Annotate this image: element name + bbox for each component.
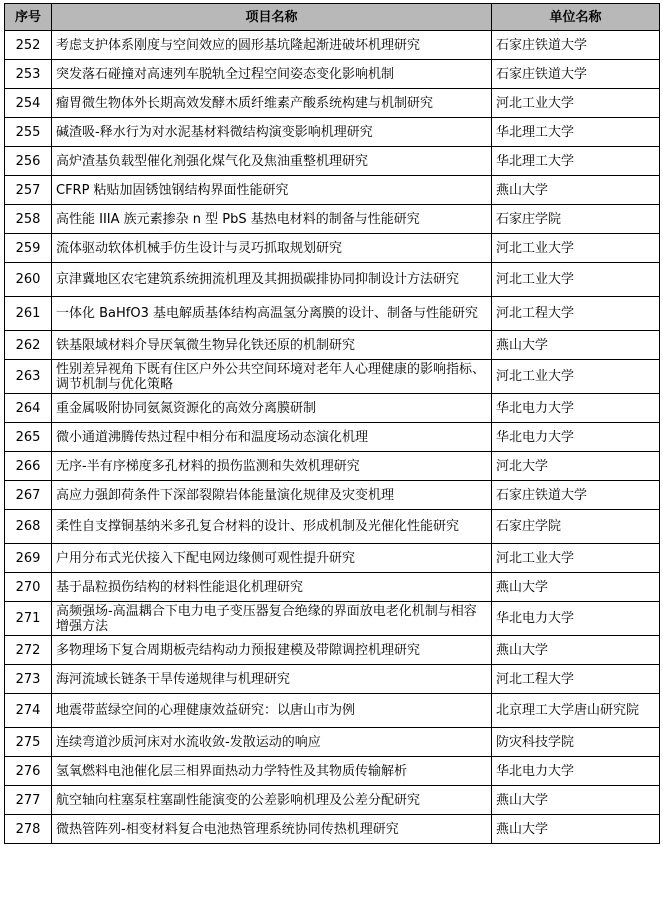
row-project-title: 瘤胃微生物体外长期高效发酵木质纤维素产酸系统构建与机制研究 (52, 89, 492, 118)
row-project-title: 考虑支护体系刚度与空间效应的圆形基坑隆起渐进破坏机理研究 (52, 31, 492, 60)
row-unit-name: 河北工程大学 (492, 665, 660, 694)
table-row (5, 394, 660, 423)
table-row (5, 544, 660, 573)
row-unit-name: 石家庄学院 (492, 205, 660, 234)
row-project-title: 铁基限域材料介导厌氧微生物异化铁还原的机制研究 (52, 331, 492, 360)
row-unit-name: 石家庄学院 (492, 510, 660, 544)
row-project-title: 海河流域长链条干旱传递规律与机理研究 (52, 665, 492, 694)
row-number: 257 (5, 176, 52, 205)
row-unit-name: 河北工程大学 (492, 297, 660, 331)
row-unit-name: 燕山大学 (492, 815, 660, 844)
row-number: 271 (5, 602, 52, 636)
table-row (5, 481, 660, 510)
row-project-title: CFRP 粘贴加固锈蚀钢结构界面性能研究 (52, 176, 492, 205)
header-unit: 单位名称 (492, 4, 660, 31)
row-project-title: 连续弯道沙质河床对水流收敛-发散运动的响应 (52, 728, 492, 757)
table-row (5, 602, 660, 636)
row-project-title: 户用分布式光伏接入下配电网边缘侧可观性提升研究 (52, 544, 492, 573)
table-row (5, 452, 660, 481)
header-project-title: 项目名称 (52, 4, 492, 31)
row-unit-name: 燕山大学 (492, 331, 660, 360)
table-row (5, 31, 660, 60)
table-row (5, 147, 660, 176)
row-number: 275 (5, 728, 52, 757)
row-project-title: 一体化 BaHfO3 基电解质基体结构高温氢分离膜的设计、制备与性能研究 (52, 297, 492, 331)
row-number: 270 (5, 573, 52, 602)
table-row (5, 205, 660, 234)
table-row (5, 360, 660, 394)
table-row (5, 89, 660, 118)
table-row (5, 694, 660, 728)
table-row (5, 786, 660, 815)
row-project-title: 柔性自支撑铜基纳米多孔复合材料的设计、形成机制及光催化性能研究 (52, 510, 492, 544)
row-unit-name: 防灾科技学院 (492, 728, 660, 757)
project-list-sheet (4, 3, 659, 844)
row-number: 252 (5, 31, 52, 60)
table-row (5, 331, 660, 360)
row-number: 254 (5, 89, 52, 118)
row-project-title: 碱渣吸-释水行为对水泥基材料微结构演变影响机理研究 (52, 118, 492, 147)
row-unit-name: 华北电力大学 (492, 423, 660, 452)
row-number: 273 (5, 665, 52, 694)
row-unit-name: 河北工业大学 (492, 263, 660, 297)
row-project-title: 氢氧燃料电池催化层三相界面热动力学特性及其物质传输解析 (52, 757, 492, 786)
row-number: 272 (5, 636, 52, 665)
row-number: 256 (5, 147, 52, 176)
row-unit-name: 河北工业大学 (492, 360, 660, 394)
row-unit-name: 燕山大学 (492, 573, 660, 602)
table-row (5, 665, 660, 694)
row-unit-name: 华北理工大学 (492, 118, 660, 147)
row-project-title: 微热管阵列-相变材料复合电池热管理系统协同传热机理研究 (52, 815, 492, 844)
row-number: 260 (5, 263, 52, 297)
row-unit-name: 华北电力大学 (492, 757, 660, 786)
row-number: 269 (5, 544, 52, 573)
row-number: 255 (5, 118, 52, 147)
row-unit-name: 华北理工大学 (492, 147, 660, 176)
table-row (5, 60, 660, 89)
row-project-title: 京津冀地区农宅建筑系统拥流机理及其拥损碳排协同抑制设计方法研究 (52, 263, 492, 297)
row-number: 263 (5, 360, 52, 394)
table-row (5, 297, 660, 331)
row-unit-name: 华北电力大学 (492, 602, 660, 636)
row-number: 258 (5, 205, 52, 234)
row-unit-name: 石家庄铁道大学 (492, 481, 660, 510)
row-number: 267 (5, 481, 52, 510)
row-unit-name: 石家庄铁道大学 (492, 60, 660, 89)
row-project-title: 突发落石碰撞对高速列车脱轨全过程空间姿态变化影响机制 (52, 60, 492, 89)
table-body (5, 31, 660, 844)
row-number: 278 (5, 815, 52, 844)
row-number: 264 (5, 394, 52, 423)
row-project-title: 无序-半有序梯度多孔材料的损伤监测和失效机理研究 (52, 452, 492, 481)
row-project-title: 地震带蓝绿空间的心理健康效益研究：以唐山市为例 (52, 694, 492, 728)
row-number: 265 (5, 423, 52, 452)
row-project-title: 性别差异视角下既有住区户外公共空间环境对老年人心理健康的影响指标、调节机制与优化策略 (52, 360, 492, 394)
project-table (4, 3, 660, 844)
row-project-title: 高性能 IIIA 族元素掺杂 n 型 PbS 基热电材料的制备与性能研究 (52, 205, 492, 234)
table-header-row (5, 4, 660, 31)
table-row (5, 815, 660, 844)
table-row (5, 176, 660, 205)
row-project-title: 流体驱动软体机械手仿生设计与灵巧抓取规划研究 (52, 234, 492, 263)
row-number: 266 (5, 452, 52, 481)
header-number: 序号 (5, 4, 52, 31)
row-unit-name: 燕山大学 (492, 176, 660, 205)
row-project-title: 重金属吸附协同氨氮资源化的高效分离膜研制 (52, 394, 492, 423)
row-unit-name: 河北大学 (492, 452, 660, 481)
row-unit-name: 北京理工大学唐山研究院 (492, 694, 660, 728)
row-number: 259 (5, 234, 52, 263)
row-unit-name: 燕山大学 (492, 786, 660, 815)
row-unit-name: 燕山大学 (492, 636, 660, 665)
table-row (5, 263, 660, 297)
row-number: 274 (5, 694, 52, 728)
table-row (5, 757, 660, 786)
table-row (5, 423, 660, 452)
table-row (5, 636, 660, 665)
row-number: 253 (5, 60, 52, 89)
row-number: 262 (5, 331, 52, 360)
table-row (5, 728, 660, 757)
row-unit-name: 河北工业大学 (492, 234, 660, 263)
row-project-title: 高频强场-高温耦合下电力电子变压器复合绝缘的界面放电老化机制与相容增强方法 (52, 602, 492, 636)
row-number: 277 (5, 786, 52, 815)
table-row (5, 573, 660, 602)
row-unit-name: 河北工业大学 (492, 544, 660, 573)
row-number: 261 (5, 297, 52, 331)
table-row (5, 234, 660, 263)
row-project-title: 高应力强卸荷条件下深部裂隙岩体能量演化规律及灾变机理 (52, 481, 492, 510)
row-unit-name: 河北工业大学 (492, 89, 660, 118)
row-project-title: 微小通道沸腾传热过程中相分布和温度场动态演化机理 (52, 423, 492, 452)
row-project-title: 航空轴向柱塞泵柱塞副性能演变的公差影响机理及公差分配研究 (52, 786, 492, 815)
row-project-title: 多物理场下复合周期板壳结构动力预报建模及带隙调控机理研究 (52, 636, 492, 665)
row-project-title: 高炉渣基负载型催化剂强化煤气化及焦油重整机理研究 (52, 147, 492, 176)
row-number: 268 (5, 510, 52, 544)
table-row (5, 510, 660, 544)
row-unit-name: 华北电力大学 (492, 394, 660, 423)
table-row (5, 118, 660, 147)
row-unit-name: 石家庄铁道大学 (492, 31, 660, 60)
row-number: 276 (5, 757, 52, 786)
row-project-title: 基于晶粒损伤结构的材料性能退化机理研究 (52, 573, 492, 602)
